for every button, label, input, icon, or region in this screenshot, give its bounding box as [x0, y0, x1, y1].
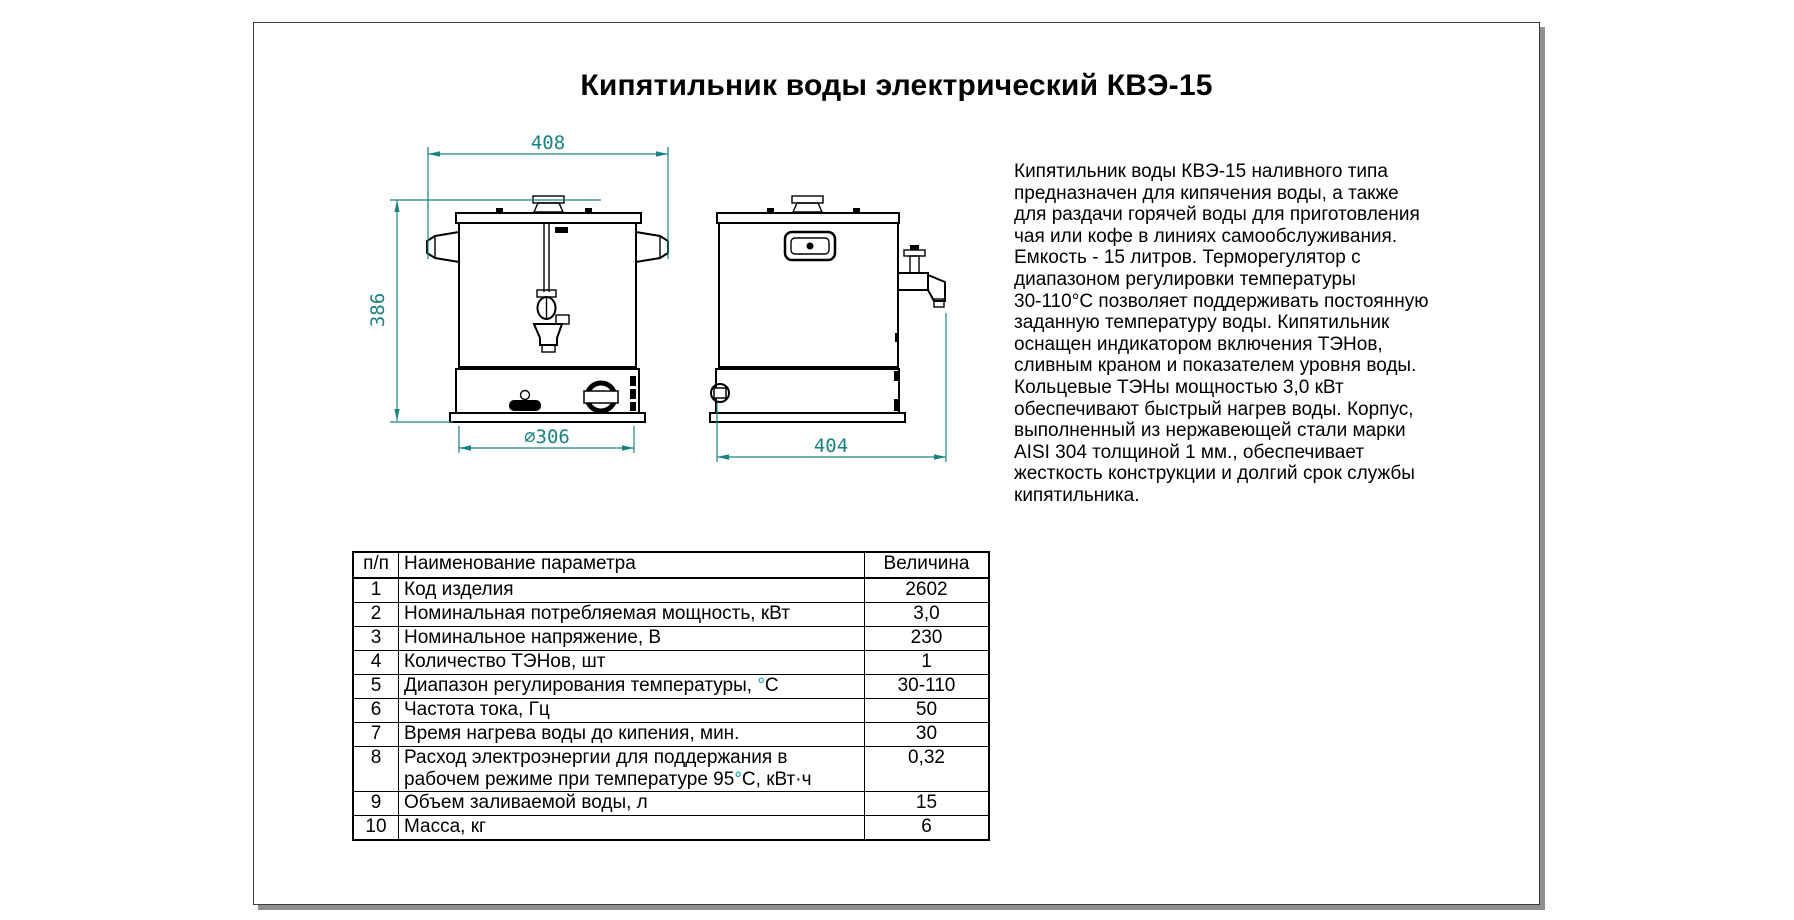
row-name: Количество ТЭНов, шт	[399, 651, 865, 675]
table-row	[353, 675, 989, 699]
row-num: 3	[353, 627, 399, 651]
row-name: Время нагрева воды до кипения, мин.	[399, 723, 865, 747]
description-line: чая или кофе в линиях самообслуживания.	[1014, 225, 1398, 247]
header-name: Наименование параметра	[399, 552, 865, 578]
description-line: для раздачи горячей воды для приготовления	[1014, 204, 1420, 226]
description-line: Кипятильник воды КВЭ-15 наливного типа	[1014, 161, 1388, 182]
row-value: 2602	[865, 578, 990, 603]
description-line: Кольцевые ТЭНы мощностью 3,0 кВт	[1014, 376, 1344, 398]
row-name: Диапазон регулирования температуры, °С	[399, 675, 865, 699]
table-row	[353, 603, 989, 627]
row-value: 1	[865, 651, 990, 675]
table-header-row	[353, 552, 989, 578]
dim-depth-label: 404	[813, 435, 849, 457]
side-view-drawing	[710, 196, 945, 422]
table-row	[353, 651, 989, 675]
table-row	[353, 627, 989, 651]
dim-height-label: 386	[367, 292, 389, 328]
page-title: Кипятильник воды электрический КВЭ-15	[580, 69, 1213, 102]
table-row	[353, 723, 989, 747]
dimension-depth-404	[717, 313, 946, 462]
row-name: Расход электроэнергии для поддержания в рабочем режиме при температуре 95°С, кВт·ч	[399, 747, 865, 792]
header-num: п/п	[353, 552, 399, 578]
row-num: 2	[353, 603, 399, 627]
row-name: Номинальное напряжение, В	[399, 627, 865, 651]
row-value: 30-110	[865, 675, 990, 699]
row-name: Частота тока, Гц	[399, 699, 865, 723]
product-description	[1014, 161, 1428, 507]
dim-width-label: 408	[530, 132, 566, 154]
description-line: жесткость конструкции и долгий срок службы	[1014, 463, 1415, 485]
table-row	[353, 578, 989, 603]
dimension-height-386	[367, 200, 601, 422]
description-line: кипятильника.	[1014, 484, 1140, 506]
table-row	[353, 747, 989, 792]
description-line: заданную температуру воды. Кипятильник	[1014, 312, 1390, 334]
description-line: оснащен индикатором включения ТЭНов,	[1014, 333, 1383, 355]
row-num: 4	[353, 651, 399, 675]
row-num: 10	[353, 816, 399, 841]
description-line: диапазоном регулировки температуры	[1014, 268, 1356, 290]
description-line: выполненный из нержавеющей стали марки	[1014, 420, 1406, 442]
row-name: Код изделия	[399, 578, 865, 603]
row-num: 9	[353, 792, 399, 816]
table-row	[353, 816, 989, 841]
row-num: 7	[353, 723, 399, 747]
description-line: 30-110°С позволяет поддерживать постоянную	[1014, 290, 1429, 312]
row-value: 30	[865, 723, 990, 747]
spec-table	[352, 551, 990, 841]
row-name: Масса, кг	[399, 816, 865, 841]
dim-diameter-label: ∅306	[524, 426, 570, 448]
header-value: Величина	[865, 552, 990, 578]
row-value: 6	[865, 816, 990, 841]
row-value: 50	[865, 699, 990, 723]
row-value: 15	[865, 792, 990, 816]
row-value: 0,32	[865, 747, 990, 792]
description-line: AISI 304 толщиной 1 мм., обеспечивает	[1014, 441, 1365, 463]
dimension-diameter-306	[459, 426, 634, 453]
description-line: обеспечивают быстрый нагрев воды. Корпус,	[1014, 398, 1414, 420]
description-line: сливным краном и показателем уровня воды.	[1014, 355, 1417, 377]
table-row	[353, 792, 989, 816]
row-value: 3,0	[865, 603, 990, 627]
row-num: 1	[353, 578, 399, 603]
row-num: 6	[353, 699, 399, 723]
document-page	[253, 22, 1540, 905]
row-value: 230	[865, 627, 990, 651]
row-num: 8	[353, 747, 399, 792]
table-row	[353, 699, 989, 723]
row-name: Объем заливаемой воды, л	[399, 792, 865, 816]
row-name: Номинальная потребляемая мощность, кВт	[399, 603, 865, 627]
row-num: 5	[353, 675, 399, 699]
description-line: предназначен для кипячения воды, а также	[1014, 182, 1399, 204]
front-view-drawing	[427, 196, 668, 422]
technical-drawings	[326, 111, 976, 476]
description-line: Емкость - 15 литров. Терморегулятор с	[1014, 247, 1361, 269]
